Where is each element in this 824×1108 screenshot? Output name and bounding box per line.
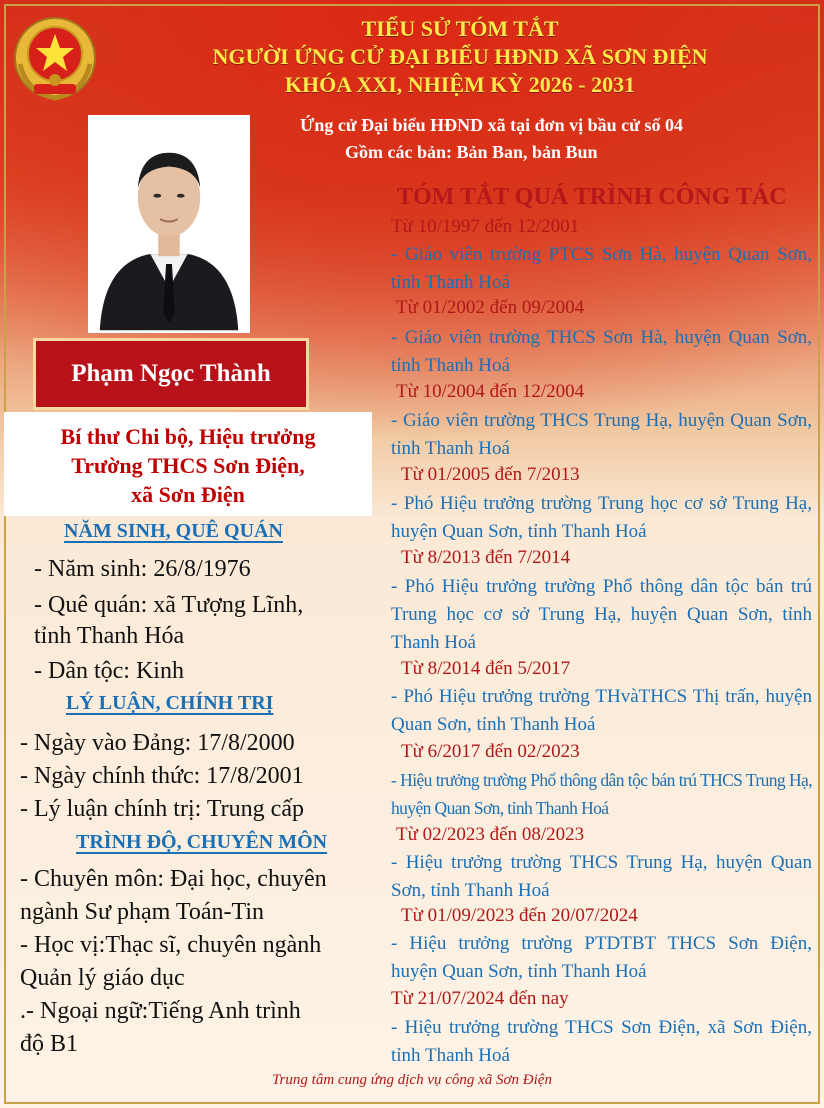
career-job: - Phó Hiệu trưởng trường Trung học cơ sở Trung Hạ, huyện Quan Sơn, tỉnh Thanh Hoá xyxy=(391,493,812,542)
education-line: - Học vị:Thạc sĩ, chuyên ngành xyxy=(20,932,322,958)
footer-credit: Trung tâm cung ứng dịch vụ công xã Sơn Điện xyxy=(272,1072,552,1088)
career-period: Từ 01/09/2023 đến 20/07/2024 xyxy=(401,905,638,926)
candidate-role xyxy=(4,412,372,516)
section-title-politics: LÝ LUẬN, CHÍNH TRỊ xyxy=(66,692,274,714)
education-line: - Chuyên môn: Đại học, chuyên xyxy=(20,866,327,892)
politics-line: - Ngày chính thức: 17/8/2001 xyxy=(20,763,304,789)
career-period: Từ 8/2013 đến 7/2014 xyxy=(401,547,571,568)
section-title-birth: NĂM SINH, QUÊ QUÁN xyxy=(64,520,283,542)
career-job: - Phó Hiệu trưởng trường THvàTHCS Thị trấn, huyện Quan Sơn, tỉnh Thanh Hoá xyxy=(391,686,812,735)
education-line: ngành Sư phạm Toán-Tin xyxy=(20,899,265,925)
career-period: Từ 8/2014 đến 5/2017 xyxy=(401,658,571,679)
career-period: Từ 01/2005 đến 7/2013 xyxy=(401,464,580,485)
education-line: .- Ngoại ngữ:Tiếng Anh trình xyxy=(20,998,301,1024)
career-period: Từ 10/1997 đến 12/2001 xyxy=(391,216,580,237)
career-job: - Giáo viên trường THCS Trung Hạ, huyện Quan Sơn, tỉnh Thanh Hoá xyxy=(391,410,812,459)
portrait-photo xyxy=(88,115,250,333)
career-period: Từ 02/2023 đến 08/2023 xyxy=(396,824,585,845)
birth-line: - Dân tộc: Kinh xyxy=(34,658,184,684)
career-job: - Phó Hiệu trưởng trường Phổ thông dân tộc bán trú Trung học cơ sở Trung Hạ, huyện Quan Sơn, tỉnh Thanh Hoá xyxy=(391,576,812,653)
career-job: - Hiệu trưởng trường THCS Sơn Điện, xã Sơn Điện, tỉnh Thanh Hoá xyxy=(391,1017,812,1066)
role-line: Trường THCS Sơn Điện, xyxy=(71,453,305,478)
career-job: - Hiệu trưởng trường PTDTBT THCS Sơn Điện, huyện Quan Sơn, tỉnh Thanh Hoá xyxy=(391,933,812,982)
career-job: - Giáo viên trường THCS Sơn Hà, huyện Quan Sơn, tỉnh Thanh Hoá xyxy=(391,327,812,376)
villages-text: Gồm các bản: Bản Ban, bản Bun xyxy=(345,142,598,162)
career-period: Từ 01/2002 đến 09/2004 xyxy=(396,297,585,318)
education-line: Quản lý giáo dục xyxy=(20,965,185,991)
poster-title-line2: NGƯỜI ỨNG CỬ ĐẠI BIỂU HĐND XÃ SƠN ĐIỆN xyxy=(212,44,708,69)
birth-line: - Năm sinh: 26/8/1976 xyxy=(34,556,251,582)
career-title: TÓM TẮT QUÁ TRÌNH CÔNG TÁC xyxy=(397,184,787,210)
poster-title: TIỂU SỬ TÓM TẮT xyxy=(361,16,559,41)
career-period: Từ 6/2017 đến 02/2023 xyxy=(401,741,580,762)
poster-title-line3: KHÓA XXI, NHIỆM KỲ 2026 - 2031 xyxy=(284,72,636,97)
politics-line: - Lý luận chính trị: Trung cấp xyxy=(20,796,304,822)
career-job: - Hiệu trưởng trường THCS Trung Hạ, huyện Quan Sơn, tỉnh Thanh Hoá xyxy=(391,852,812,901)
career-job: - Hiệu trưởng trường Phổ thông dân tộc bán trú THCS Trung Hạ, huyện Quan Sơn, tỉnh Thanh Hoá xyxy=(391,770,812,818)
career-period: Từ 10/2004 đến 12/2004 xyxy=(396,381,585,402)
constituency-text: Ứng cử Đại biểu HĐND xã tại đơn vị bầu cử số 04 xyxy=(300,115,683,135)
section-title-education: TRÌNH ĐỘ, CHUYÊN MÔN xyxy=(76,831,328,853)
career-period: Từ 21/07/2024 đến nay xyxy=(391,988,569,1009)
role-line: Bí thư Chi bộ, Hiệu trưởng xyxy=(60,424,316,449)
national-emblem-icon xyxy=(12,14,98,102)
education-line: độ B1 xyxy=(20,1031,79,1057)
career-job: - Giáo viên trường PTCS Sơn Hà, huyện Quan Sơn, tỉnh Thanh Hoá xyxy=(391,244,812,293)
birth-line: tỉnh Thanh Hóa xyxy=(34,623,185,649)
candidate-name: Phạm Ngọc Thành xyxy=(33,338,309,410)
birth-line: - Quê quán: xã Tượng Lĩnh, xyxy=(34,592,304,618)
role-line: xã Sơn Điện xyxy=(131,482,245,507)
politics-line: - Ngày vào Đảng: 17/8/2000 xyxy=(20,730,295,756)
